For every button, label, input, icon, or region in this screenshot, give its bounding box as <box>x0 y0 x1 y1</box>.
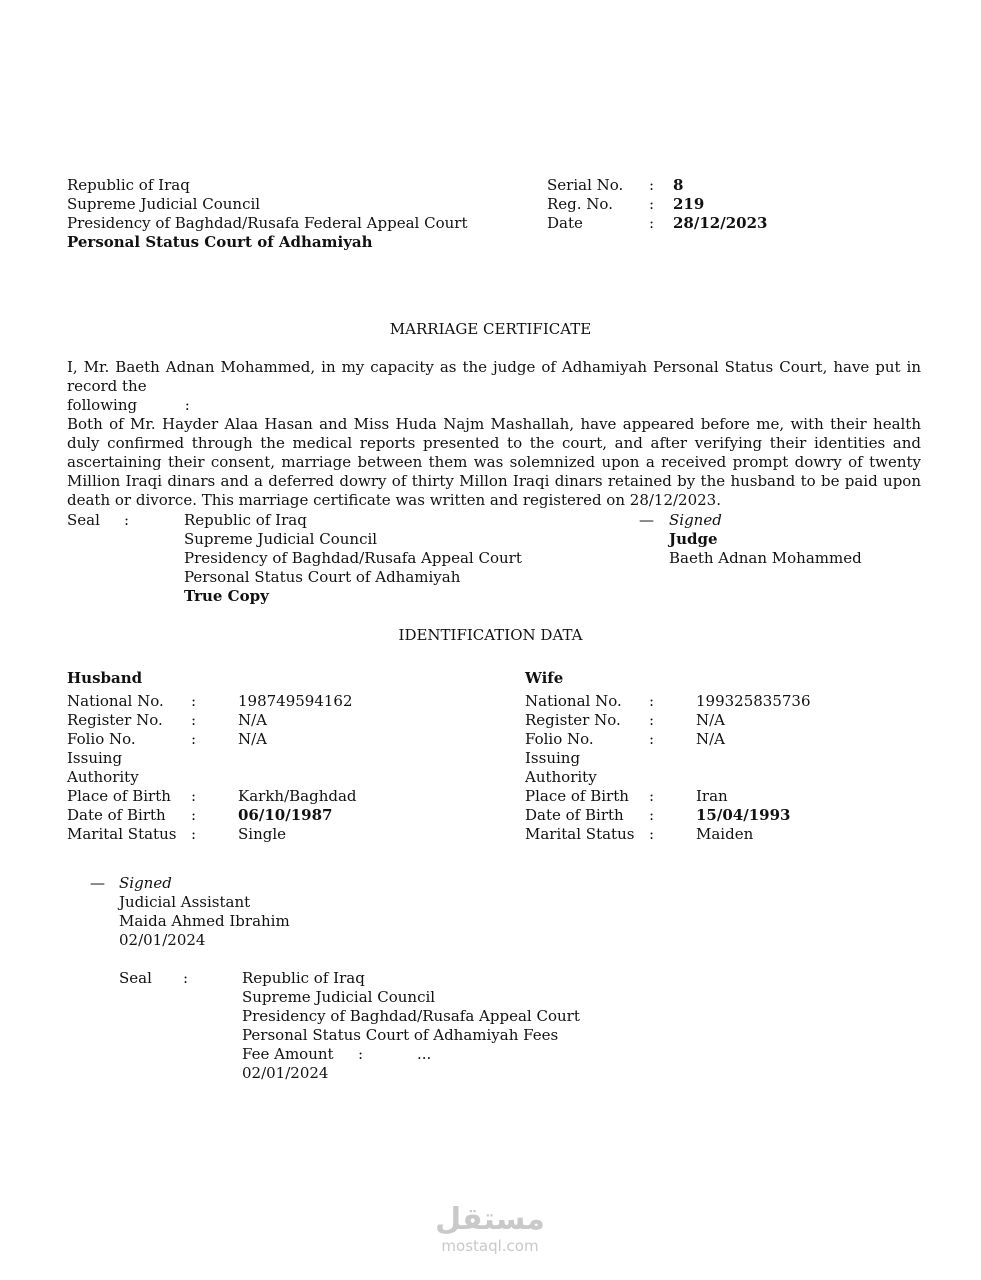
fee-amount-value: ... <box>417 1045 432 1063</box>
reg-row <box>547 195 807 214</box>
serial-row <box>547 176 807 195</box>
seal-text <box>184 511 522 606</box>
marital-label: Marital Status <box>525 825 635 843</box>
assistant-dash: — <box>90 874 105 892</box>
seal-line: Presidency of Baghdad/Rusafa Appeal Court <box>242 1007 580 1025</box>
seal-line: Presidency of Baghdad/Rusafa Appeal Court <box>184 549 522 567</box>
watermark-latin: mostaql.com <box>441 1237 539 1255</box>
identification-title: IDENTIFICATION DATA <box>398 626 583 644</box>
seal-label: Seal <box>119 969 152 987</box>
husband-heading: Husband <box>67 669 143 687</box>
husband-issuing-row <box>67 749 447 768</box>
serial-label: Serial No. <box>547 176 624 194</box>
colon: : <box>649 692 655 710</box>
fees-date: 02/01/2024 <box>242 1064 329 1082</box>
judge-signature <box>669 511 862 568</box>
wife-dob-row <box>525 806 905 825</box>
header-line: Republic of Iraq <box>67 176 190 194</box>
folio-label: Folio No. <box>67 730 136 748</box>
wife-marital-value: Maiden <box>696 825 754 843</box>
judge-name: Baeth Adnan Mohammed <box>669 549 862 567</box>
husband-marital-row <box>67 825 447 844</box>
signed-label: Signed <box>669 511 722 529</box>
wife-national-value: 199325835736 <box>696 692 811 710</box>
colon: : <box>649 730 655 748</box>
wife-dob-value: 15/04/1993 <box>696 806 791 824</box>
serial-value: 8 <box>673 176 684 194</box>
marriage-record-text: Both of Mr. Hayder Alaa Hasan and Miss Huda Najm Mashallah, have appeared before me, with their health duly confirmed through the medical reports presented to the court, and after verifying their identities and ascertaining their consent, marriage between them was solemnized upon a received prompt dowry of twenty Million Iraqi dinars and a deferred dowry of thirty Millon Iraqi dinars retained by the husband to be paid upon death or divorce. This marriage certificate was written and registered on 28/12/2023. <box>67 415 921 509</box>
true-copy-label: True Copy <box>184 587 269 605</box>
seal-label: Seal <box>67 511 100 529</box>
wife-heading: Wife <box>525 669 564 687</box>
pob-label: Place of Birth <box>525 787 629 805</box>
seal-line: Personal Status Court of Adhamiyah <box>184 568 461 586</box>
fee-amount-colon: : <box>358 1045 364 1063</box>
husband-folio-row <box>67 730 447 749</box>
issuing-label: Issuing <box>67 749 123 767</box>
issuing-label: Issuing <box>525 749 581 767</box>
date-colon: : <box>649 214 655 232</box>
husband-marital-value: Single <box>238 825 287 843</box>
assistant-date: 02/01/2024 <box>119 931 206 949</box>
wife-national-row <box>525 692 905 711</box>
pob-label: Place of Birth <box>67 787 171 805</box>
colon: : <box>649 806 655 824</box>
document-title: MARRIAGE CERTIFICATE <box>389 320 592 338</box>
court-name: Personal Status Court of Adhamiyah <box>67 233 373 251</box>
wife-pob-value: Iran <box>696 787 728 805</box>
intro-following: following : <box>67 396 190 414</box>
seal-line: Republic of Iraq <box>242 969 365 987</box>
husband-national-row <box>67 692 447 711</box>
header-line: Supreme Judicial Council <box>67 195 261 213</box>
husband-authority-row <box>67 768 447 787</box>
husband-dob-row <box>67 806 447 825</box>
seal-line: Supreme Judicial Council <box>184 530 378 548</box>
assistant-name: Maida Ahmed Ibrahim <box>119 912 290 930</box>
register-label: Register No. <box>525 711 621 729</box>
seal-colon: : <box>183 969 189 987</box>
dob-label: Date of Birth <box>67 806 166 824</box>
husband-pob-row <box>67 787 447 806</box>
wife-folio-value: N/A <box>696 730 726 748</box>
wife-register-row <box>525 711 905 730</box>
colon: : <box>649 825 655 843</box>
certificate-body <box>67 358 921 510</box>
serial-colon: : <box>649 176 655 194</box>
reg-colon: : <box>649 195 655 213</box>
wife-register-value: N/A <box>696 711 726 729</box>
mostaql-watermark-logo <box>424 1197 556 1257</box>
colon: : <box>191 825 197 843</box>
husband-national-value: 198749594162 <box>238 692 353 710</box>
watermark-arabic: مستقل <box>435 1202 545 1237</box>
wife-authority-row <box>525 768 905 787</box>
authority-label: Authority <box>525 768 597 786</box>
judge-dash: — <box>639 511 654 529</box>
court-header <box>67 176 467 252</box>
judge-title: Judge <box>669 530 718 548</box>
date-value: 28/12/2023 <box>673 214 768 232</box>
date-row <box>547 214 807 233</box>
colon: : <box>191 711 197 729</box>
wife-marital-row <box>525 825 905 844</box>
husband-dob-value: 06/10/1987 <box>238 806 333 824</box>
assistant-title: Judicial Assistant <box>119 893 251 911</box>
colon: : <box>649 711 655 729</box>
husband-register-row <box>67 711 447 730</box>
husband-data <box>67 669 447 844</box>
colon: : <box>649 787 655 805</box>
national-label: National No. <box>67 692 164 710</box>
watermark-svg <box>424 1197 556 1257</box>
fees-seal-text <box>242 969 580 1083</box>
seal-line: Personal Status Court of Adhamiyah Fees <box>242 1026 559 1044</box>
signed-label: Signed <box>119 874 172 892</box>
wife-pob-row <box>525 787 905 806</box>
reg-label: Reg. No. <box>547 195 613 213</box>
husband-pob-value: Karkh/Baghdad <box>238 787 357 805</box>
header-line: Presidency of Baghdad/Rusafa Federal Appeal Court <box>67 214 468 232</box>
folio-label: Folio No. <box>525 730 594 748</box>
registration-info <box>547 176 807 233</box>
seal-colon: : <box>124 511 130 529</box>
national-label: National No. <box>525 692 622 710</box>
register-label: Register No. <box>67 711 163 729</box>
reg-value: 219 <box>673 195 705 213</box>
colon: : <box>191 787 197 805</box>
seal-line: Republic of Iraq <box>184 511 307 529</box>
wife-data <box>525 669 905 844</box>
colon: : <box>191 692 197 710</box>
fee-amount-row <box>242 1045 542 1064</box>
date-label: Date <box>547 214 583 232</box>
assistant-signature <box>119 874 290 950</box>
colon: : <box>191 806 197 824</box>
seal-line: Supreme Judicial Council <box>242 988 436 1006</box>
colon: : <box>191 730 197 748</box>
marital-label: Marital Status <box>67 825 177 843</box>
wife-issuing-row <box>525 749 905 768</box>
husband-folio-value: N/A <box>238 730 268 748</box>
fee-amount-label: Fee Amount <box>242 1045 334 1063</box>
dob-label: Date of Birth <box>525 806 624 824</box>
husband-register-value: N/A <box>238 711 268 729</box>
authority-label: Authority <box>67 768 139 786</box>
intro-sentence: I, Mr. Baeth Adnan Mohammed, in my capacity as the judge of Adhamiyah Personal Status Court, have put in record the <box>67 358 921 395</box>
wife-folio-row <box>525 730 905 749</box>
